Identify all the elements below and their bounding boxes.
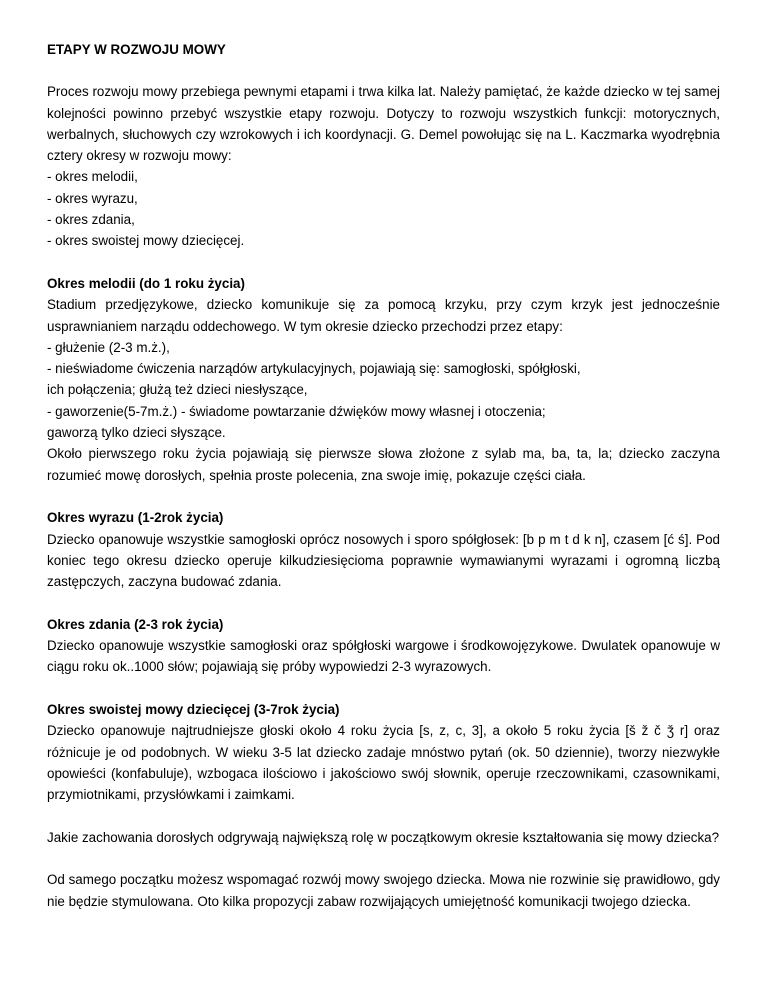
closing-section: [47, 869, 720, 912]
section-paragraph: Około pierwszego roku życia pojawiają się pierwsze słowa złożone z sylab ma, ba, ta, la; dziecko zaczyna rozumieć mowę dorosłych, spełnia proste polecenia, zna swoje imię, pokazuje części ciała.: [47, 446, 720, 483]
section-paragraph: Dziecko opanowuje wszystkie samogłoski oraz spółgłoski wargowe i środkowojęzykowe. Dwulatek opanowuje w ciągu roku ok..1000 słów; pojawiają się próby wypowiedzi 2-3 wyrazowych.: [47, 638, 720, 675]
list-item: - okres zdania,: [47, 212, 135, 228]
list-item: ich połączenia; głużą też dzieci niesłyszące,: [47, 382, 308, 398]
closing-paragraph: Od samego początku możesz wspomagać rozwój mowy swojego dziecka. Mowa nie rozwinie się prawidłowo, gdy nie będzie stymulowana. Oto kilka propozycji zabaw rozwijających umiejętność komunikacji twojego dziecka.: [47, 872, 720, 909]
intro-paragraph: Proces rozwoju mowy przebiega pewnymi etapami i trwa kilka lat. Należy pamiętać, że każde dziecko w tej samej kolejności powinno przebyć wszystkie etapy rozwoju. Dotyczy to rozwoju wszystkich funkcji: motorycznych, werbalnych, słuchowych czy wzrokowych i ich koordynacji. G. Demel powołując się na L. Kaczmarka wyodrębnia cztery okresy w rozwoju mowy:: [47, 84, 720, 164]
question-paragraph: Jakie zachowania dorosłych odgrywają największą rolę w początkowym okresie kształtowania się mowy dziecka?: [47, 829, 720, 845]
list-item: gaworzą tylko dzieci słyszące.: [47, 425, 226, 441]
section-heading: Okres zdania (2-3 rok życia): [47, 616, 224, 632]
list-item: - okres melodii,: [47, 169, 138, 185]
document-title: ETAPY W ROZWOJU MOWY: [47, 42, 226, 57]
word-section: [47, 507, 720, 592]
section-paragraph: Dziecko opanowuje wszystkie samogłoski oprócz nosowych i sporo spółgłosek: [b p m t d k n], czasem [ć ś]. Pod koniec tego okresu dziecko operuje kilkudziesięcioma poprawnie wymawianymi wyrazami i ogromną liczbą zastępczych, zaczyna budować zdania.: [47, 531, 720, 590]
list-item: - okres wyrazu,: [47, 190, 138, 206]
list-item: - głużenie (2-3 m.ż.),: [47, 339, 170, 355]
section-paragraph: Stadium przedjęzykowe, dziecko komunikuje się za pomocą krzyku, przy czym krzyk jest jednocześnie usprawnianiem narządu oddechowego. W tym okresie dziecko przechodzi przez etapy:: [47, 297, 720, 334]
list-item: - okres swoistej mowy dziecięcej.: [47, 233, 245, 249]
sentence-section: [47, 614, 720, 678]
section-heading: Okres wyrazu (1-2rok życia): [47, 510, 224, 526]
list-item: - nieświadome ćwiczenia narządów artykulacyjnych, pojawiają się: samogłoski, spółgłoski,: [47, 361, 581, 377]
section-heading: Okres swoistej mowy dziecięcej (3-7rok życia): [47, 701, 340, 717]
question-section: [47, 827, 720, 848]
list-item: - gaworzenie(5-7m.ż.) - świadome powtarzanie dźwięków mowy własnej i otoczenia;: [47, 403, 546, 419]
section-paragraph: Dziecko opanowuje najtrudniejsze głoski około 4 roku życia [s, z, c, 3], a około 5 roku życia [š ž č ǯ r] oraz różnicuje je od podobnych. W wieku 3-5 lat dziecko zadaje mnóstwo pytań (ok. 50 dziennie), tworzy niezwykłe opowieści (konfabuluje), wzbogaca ilościowo i jakościowo swój słownik, operuje rzeczownikami, czasownikami, przymiotnikami, przysłówkami i zaimkami.: [47, 723, 720, 803]
intro-section: [47, 81, 720, 251]
melody-section: [47, 273, 720, 486]
section-heading: Okres melodii (do 1 roku życia): [47, 275, 245, 291]
document-page: [47, 39, 720, 933]
childspeech-section: [47, 699, 720, 805]
